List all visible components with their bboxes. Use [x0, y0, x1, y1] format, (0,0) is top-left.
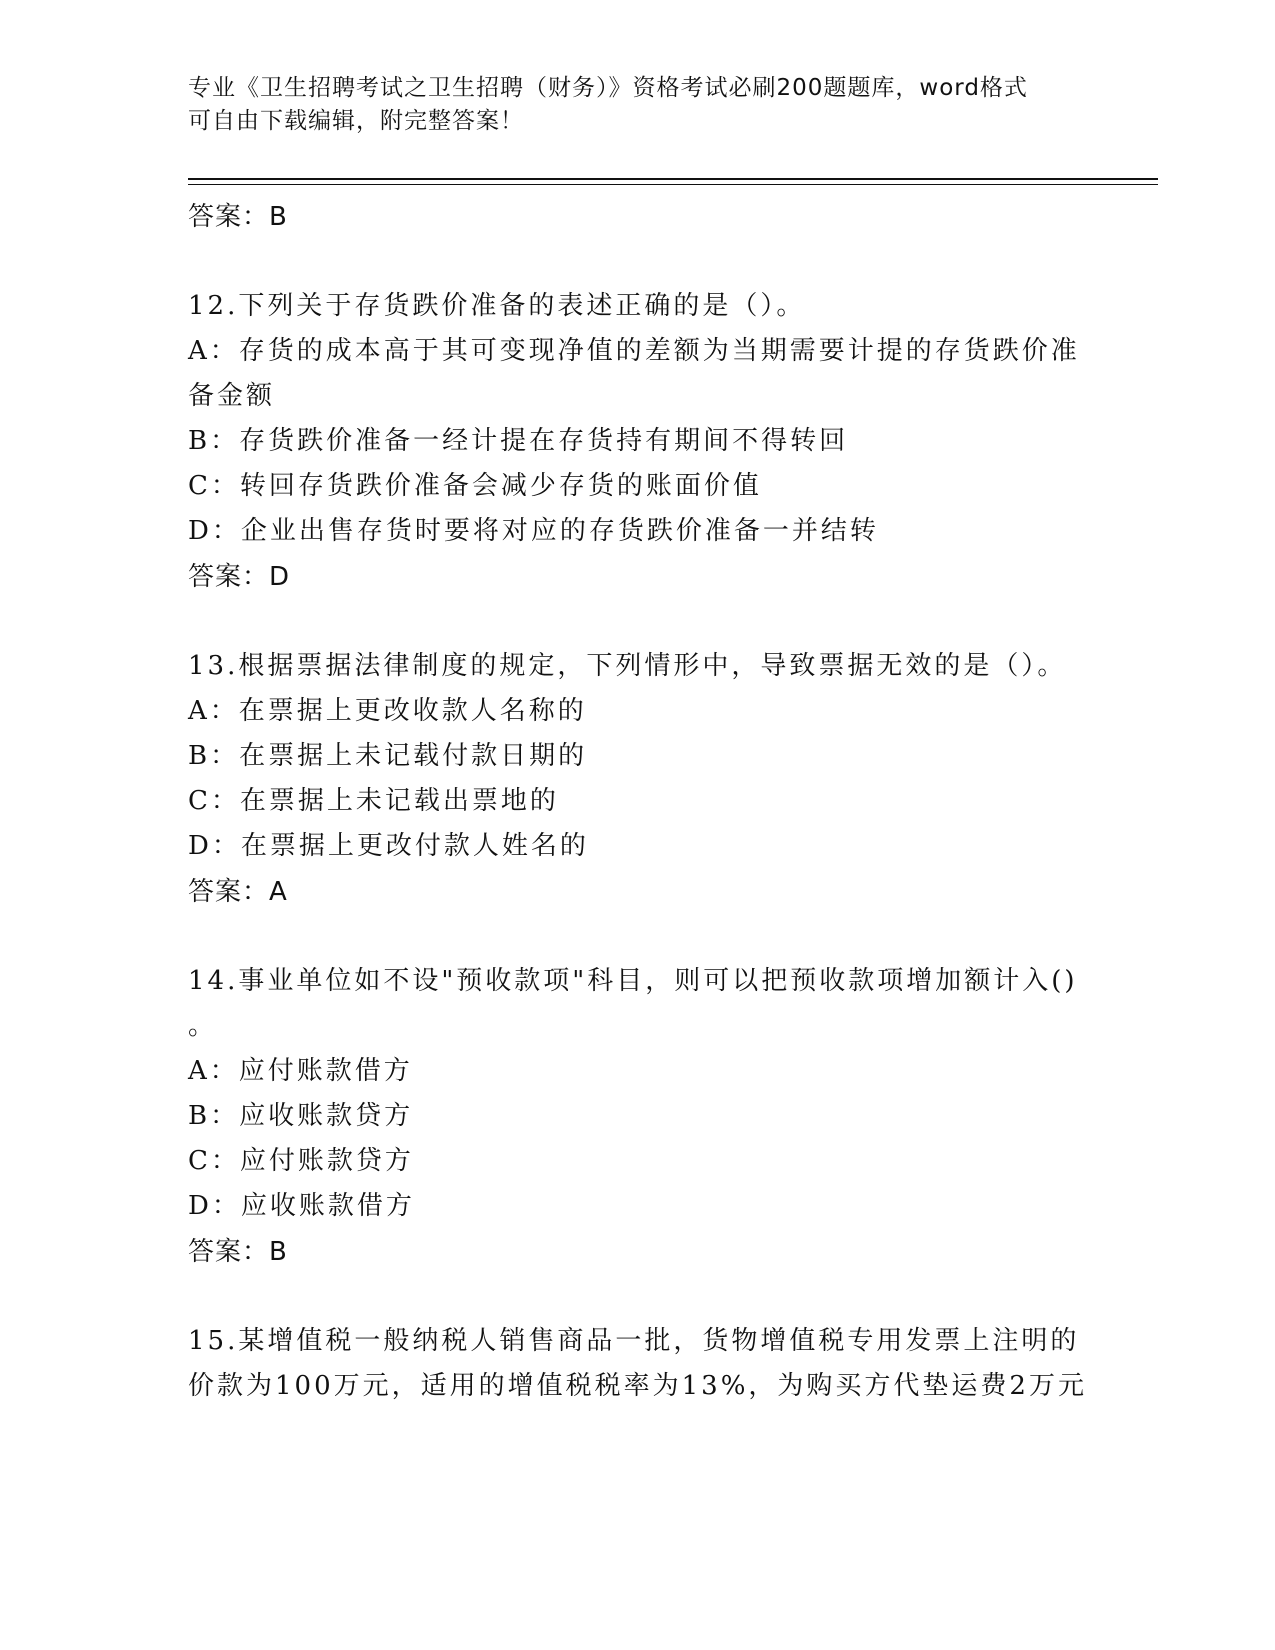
answer-option: C：在票据上未记载出票地的	[188, 786, 559, 816]
question-stem: 15.某增值税一般纳税人销售商品一批，货物增值税专用发票上注明的	[188, 1326, 1080, 1356]
answer-option: C：应付账款贷方	[188, 1146, 414, 1176]
document-header	[188, 72, 1088, 138]
answer-line: 答案：B	[188, 1237, 288, 1267]
question-list	[188, 190, 1148, 1409]
answer-line: 答案：D	[188, 562, 291, 592]
question-block	[188, 284, 1148, 600]
question-block	[188, 959, 1148, 1275]
question-stem: 。	[188, 1011, 218, 1041]
answer-option: D：在票据上更改付款人姓名的	[188, 831, 589, 861]
answer-line: 答案：B	[188, 202, 288, 232]
header-line-2: 可自由下载编辑，附完整答案！	[188, 108, 524, 134]
question-block	[188, 1319, 1148, 1409]
answer-option: 备金额	[188, 381, 276, 411]
answer-option: D：企业出售存货时要将对应的存货跌价准备一并结转	[188, 516, 879, 546]
questions-container	[188, 284, 1148, 1409]
header-line-1: 专业《卫生招聘考试之卫生招聘（财务）》资格考试必刷200题题库，word格式	[188, 75, 1028, 101]
answer-option: A：存货的成本高于其可变现净值的差额为当期需要计提的存货跌价准	[188, 336, 1080, 366]
question-block	[188, 644, 1148, 915]
question-stem: 价款为100万元，适用的增值税税率为13%，为购买方代垫运费2万元	[188, 1371, 1087, 1401]
answer-option: A：应付账款借方	[188, 1056, 413, 1086]
answer-option: B：存货跌价准备一经计提在存货持有期间不得转回	[188, 426, 849, 456]
answer-option: A：在票据上更改收款人名称的	[188, 696, 587, 726]
answer-option: B：应收账款贷方	[188, 1101, 414, 1131]
answer-option: C：转回存货跌价准备会减少存货的账面价值	[188, 471, 762, 501]
answer-option: B：在票据上未记载付款日期的	[188, 741, 588, 771]
answer-line: 答案：A	[188, 877, 288, 907]
header-rule-thin	[188, 184, 1158, 185]
answer-option: D：应收账款借方	[188, 1191, 415, 1221]
question-stem: 13.根据票据法律制度的规定，下列情形中，导致票据无效的是（）。	[188, 651, 1067, 681]
header-rule-thick	[188, 178, 1158, 180]
question-stem: 14.事业单位如不设"预收款项"科目，则可以把预收款项增加额计入()	[188, 966, 1078, 996]
question-stem: 12.下列关于存货跌价准备的表述正确的是（）。	[188, 291, 806, 321]
